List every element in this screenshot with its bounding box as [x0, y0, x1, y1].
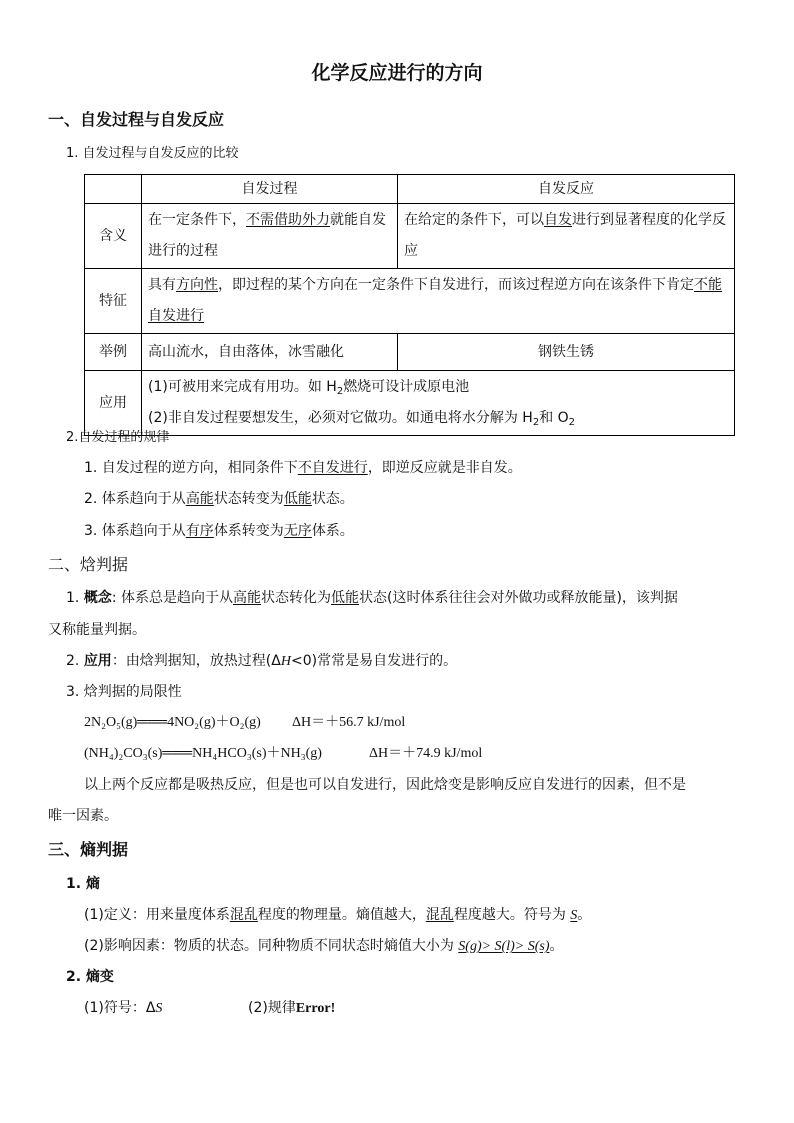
text: 就能自发进行的过程: [148, 212, 386, 259]
text: 和 O: [539, 410, 569, 426]
table-row: [85, 371, 735, 436]
text: 体系转变为: [213, 523, 284, 539]
text: 程度越大。符号为: [453, 907, 571, 923]
enthalpy-conclusion: 以上两个反应都是吸热反应，但是也可以自发进行，因此焓变是影响反应自发进行的因素，但不是: [84, 777, 686, 793]
text: 在给定的条件下，可以: [404, 212, 544, 228]
entropy-change-symbol: [84, 998, 162, 1019]
entropy-change-law: [248, 998, 335, 1019]
enthalpy-concept: [66, 588, 678, 608]
cell-example-process: 高山流水，自由落体，冰雪融化: [142, 334, 398, 371]
text: 状态转化为: [260, 590, 331, 606]
enthalpy-concept-cont: 又称能量判据。: [48, 622, 146, 638]
equation-1: 2N₂O₅(g)═══4NO₂(g)＋O₂(g): [84, 715, 261, 730]
text: (1)可被用来完成有用功。如 H: [148, 379, 337, 395]
entropy-change-heading: 2. 熵变: [66, 969, 114, 985]
subscript: 2: [336, 386, 344, 397]
symbol-s: S: [570, 908, 578, 923]
rule-2: [84, 489, 354, 509]
section-2-heading: 二、焓判据: [48, 555, 129, 574]
text: 在一定条件下，: [148, 212, 246, 228]
text: (2)非自发过程要想发生，必须对它做功。如通电将水分解为 H: [148, 410, 533, 426]
text: (2)规律: [248, 1000, 296, 1016]
underlined-term: 不需借助外力: [246, 212, 330, 228]
symbol-h: H: [280, 654, 291, 669]
equation-2: (NH₄)₂CO₃(s)═══NH₄HCO₃(s)＋NH₃(g): [84, 746, 322, 761]
text: 具有: [148, 277, 176, 293]
text: 1.: [66, 590, 80, 606]
text: ：由焓判据知，放热过程(Δ: [111, 653, 281, 669]
cell-application: [142, 371, 735, 436]
symbol-s: S: [155, 1001, 163, 1016]
table-row: [85, 269, 735, 334]
cell-example-reaction: 钢铁生锈: [398, 334, 735, 371]
entropy-definition: [84, 905, 591, 926]
underlined-term: 混乱: [425, 907, 454, 923]
row-label-feature: 特征: [85, 269, 142, 334]
error-field: Error!: [295, 1001, 336, 1016]
section-1-heading: 一、自发过程与自发反应: [48, 110, 225, 129]
text: 。: [577, 907, 592, 923]
text: 状态转变为: [213, 491, 284, 507]
subsection-1-2: 2.自发过程的规律: [66, 430, 170, 445]
entropy-heading: 1. 熵: [66, 876, 100, 892]
table-row: [85, 204, 735, 269]
cell-feature: [142, 269, 735, 334]
text: 体系。: [311, 523, 354, 539]
text: 进行到显著程度的化学反应: [404, 212, 726, 259]
cell-meaning-reaction: [398, 204, 735, 269]
equation-1-dh: ΔH＝＋56.7 kJ/mol: [292, 715, 406, 730]
table-row: [85, 334, 735, 371]
label: 概念: [83, 590, 112, 606]
entropy-factors: [84, 936, 564, 957]
text: 。: [549, 938, 564, 954]
text: (1)符号：Δ: [84, 1000, 156, 1016]
col-header-reaction: 自发反应: [398, 175, 735, 204]
underlined-term: 不能自发进行: [148, 277, 722, 324]
row-label-application: 应用: [85, 371, 142, 436]
subscript: 2: [532, 417, 540, 428]
text: 2.: [66, 653, 80, 669]
text: 程度的物理量。熵值越大，: [257, 907, 426, 923]
text: (2)影响因素：物质的状态。同种物质不同状态时熵值大小为: [84, 938, 459, 954]
text: (1)定义：用来量度体系: [84, 907, 230, 923]
application-line-2: [148, 403, 728, 434]
equation-2-dh: ΔH＝＋74.9 kJ/mol: [369, 746, 483, 761]
rule-3: [84, 521, 354, 541]
enthalpy-conclusion-cont: 唯一因素。: [48, 808, 118, 824]
underlined-term: 有序: [185, 523, 214, 539]
page-title: 化学反应进行的方向: [311, 62, 483, 84]
text: ，即逆反应就是非自发。: [367, 460, 522, 476]
enthalpy-application: [66, 651, 457, 672]
enthalpy-limit-heading: 3. 焓判据的局限性: [66, 684, 182, 700]
col-header-process: 自发过程: [142, 175, 398, 204]
underlined-term: 自发: [544, 212, 572, 228]
text: <0)常常是易自发进行的。: [290, 653, 458, 669]
text: : 体系总是趋向于从: [111, 590, 233, 606]
text: 3. 体系趋向于从: [84, 523, 186, 539]
underlined-term: 无序: [283, 523, 312, 539]
label: 应用: [83, 653, 112, 669]
text: ，即过程的某个方向在一定条件下自发进行，而该过程逆方向在该条件下肯定: [218, 277, 694, 293]
cell-meaning-process: [142, 204, 398, 269]
section-3-heading: 三、熵判据: [48, 840, 129, 859]
text: 燃烧可设计成原电池: [343, 379, 470, 395]
text: 1. 自发过程的逆方向，相同条件下: [84, 460, 298, 476]
row-label-meaning: 含义: [85, 204, 142, 269]
subsection-1-1: 1. 自发过程与自发反应的比较: [66, 146, 239, 161]
application-line-1: [148, 372, 728, 403]
row-label-example: 举例: [85, 334, 142, 371]
underlined-term: 低能: [330, 590, 359, 606]
text: 状态(这时体系往往会对外做功或释放能量)，该判据: [358, 590, 678, 606]
underlined-term: 混乱: [229, 907, 258, 923]
entropy-order: S(g)> S(l)> S(s): [458, 939, 550, 954]
subscript: 2: [568, 417, 576, 428]
text: 状态。: [311, 491, 354, 507]
underlined-term: 高能: [185, 491, 214, 507]
text: 2. 体系趋向于从: [84, 491, 186, 507]
table-corner-cell: [85, 175, 142, 204]
underlined-term: 低能: [283, 491, 312, 507]
comparison-table: [84, 174, 735, 436]
underlined-term: 不自发进行: [297, 460, 368, 476]
underlined-term: 方向性: [176, 277, 218, 293]
table-row: [85, 175, 735, 204]
rule-1: [84, 458, 522, 478]
underlined-term: 高能: [232, 590, 261, 606]
